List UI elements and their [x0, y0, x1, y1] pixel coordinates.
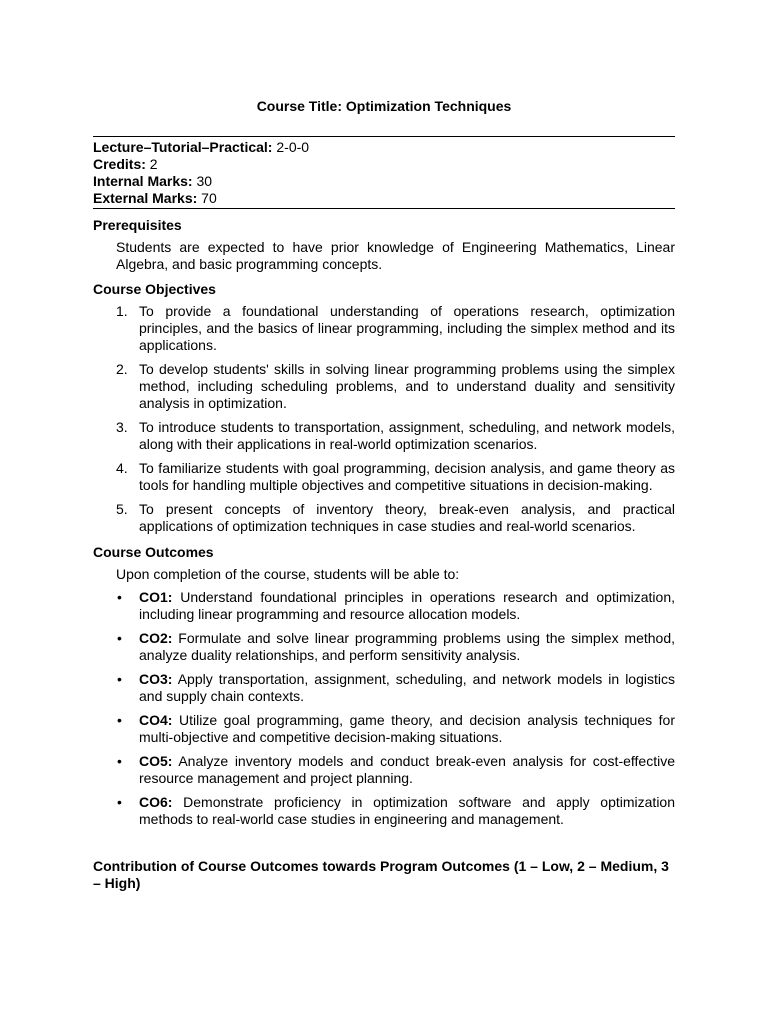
list-item-text: To present concepts of inventory theory, break-even analysis, and practical applications of optimization techniques in case studies and real-world scenarios. — [139, 501, 675, 534]
list-item-text: Understand foundational principles in operations research and optimization, including linear programming and resource allocation models. — [139, 589, 675, 622]
bullet-icon: • — [117, 753, 122, 769]
list-item — [93, 361, 675, 412]
list-item — [93, 630, 675, 664]
list-item-text: Demonstrate proficiency in optimization software and apply optimization methods to real-world case studies in engineering and management. — [139, 794, 675, 827]
list-item — [93, 671, 675, 705]
course-title: Course Title: Optimization Techniques — [256, 98, 512, 114]
prerequisites-heading: Prerequisites — [93, 217, 182, 233]
list-item-text: To familiarize students with goal programming, decision analysis, and game theory as tools for handling multiple objectives and competitive situations in decision-making. — [139, 460, 675, 493]
list-number: 2. — [116, 361, 128, 377]
meta-value: 2 — [145, 156, 158, 172]
list-number: 5. — [116, 501, 128, 517]
list-item — [93, 753, 675, 787]
list-item-text: Analyze inventory models and conduct break-even analysis for cost-effective resource management and project planning. — [139, 753, 675, 786]
meta-label: Lecture–Tutorial–Practical: — [93, 139, 273, 155]
outcomes-list — [93, 589, 675, 828]
outcome-code: CO5: — [139, 753, 173, 769]
list-item — [93, 794, 675, 828]
list-item — [93, 712, 675, 746]
objectives-list — [93, 303, 675, 535]
objectives-heading: Course Objectives — [93, 281, 216, 297]
outcome-code: CO1: — [139, 589, 173, 605]
prerequisites-text: Students are expected to have prior knowledge of Engineering Mathematics, Linear Algebra, and basic programming concepts. — [116, 239, 675, 272]
outcome-code: CO4: — [139, 712, 173, 728]
bullet-icon: • — [117, 589, 122, 605]
bullet-icon: • — [117, 794, 122, 810]
outcome-code: CO3: — [139, 671, 173, 687]
list-item — [93, 303, 675, 354]
list-item-text: To introduce students to transportation, assignment, scheduling, and network models, along with their applications in real-world optimization scenarios. — [139, 419, 675, 452]
bullet-icon: • — [117, 712, 122, 728]
outcome-code: CO6: — [139, 794, 173, 810]
list-item — [93, 589, 675, 623]
meta-label: External Marks: — [93, 190, 198, 206]
meta-label: Credits: — [93, 156, 146, 172]
meta-value: 2-0-0 — [272, 139, 310, 155]
meta-external-marks — [93, 190, 675, 207]
list-item — [93, 460, 675, 494]
outcomes-intro: Upon completion of the course, students will be able to: — [116, 566, 460, 582]
list-item — [93, 501, 675, 535]
meta-ltp — [93, 139, 675, 156]
course-meta — [93, 136, 675, 209]
bullet-icon: • — [117, 630, 122, 646]
list-item-text: Formulate and solve linear programming problems using the simplex method, analyze duality relationships, and perform sensitivity analysis. — [139, 630, 675, 663]
contribution-heading: Contribution of Course Outcomes towards Program Outcomes (1 – Low, 2 – Medium, 3 – High) — [93, 858, 669, 891]
list-number: 1. — [116, 303, 128, 319]
list-number: 4. — [116, 460, 128, 476]
meta-value: 30 — [192, 173, 213, 189]
list-item-text: To develop students' skills in solving linear programming problems using the simplex method, including scheduling problems, and to understand duality and sensitivity analysis in optimization. — [139, 361, 675, 411]
meta-value: 70 — [197, 190, 217, 206]
list-item — [93, 419, 675, 453]
list-number: 3. — [116, 419, 128, 435]
outcomes-heading: Course Outcomes — [93, 544, 214, 560]
meta-credits — [93, 156, 675, 173]
bullet-icon: • — [117, 671, 122, 687]
meta-internal-marks — [93, 173, 675, 190]
meta-label: Internal Marks: — [93, 173, 193, 189]
list-item-text: Apply transportation, assignment, scheduling, and network models in logistics and supply chain contexts. — [139, 671, 675, 704]
list-item-text: Utilize goal programming, game theory, and decision analysis techniques for multi-objective and competitive decision-making situations. — [139, 712, 675, 745]
outcome-code: CO2: — [139, 630, 173, 646]
list-item-text: To provide a foundational understanding of operations research, optimization principles, and the basics of linear programming, including the simplex method and its applications. — [139, 303, 675, 353]
